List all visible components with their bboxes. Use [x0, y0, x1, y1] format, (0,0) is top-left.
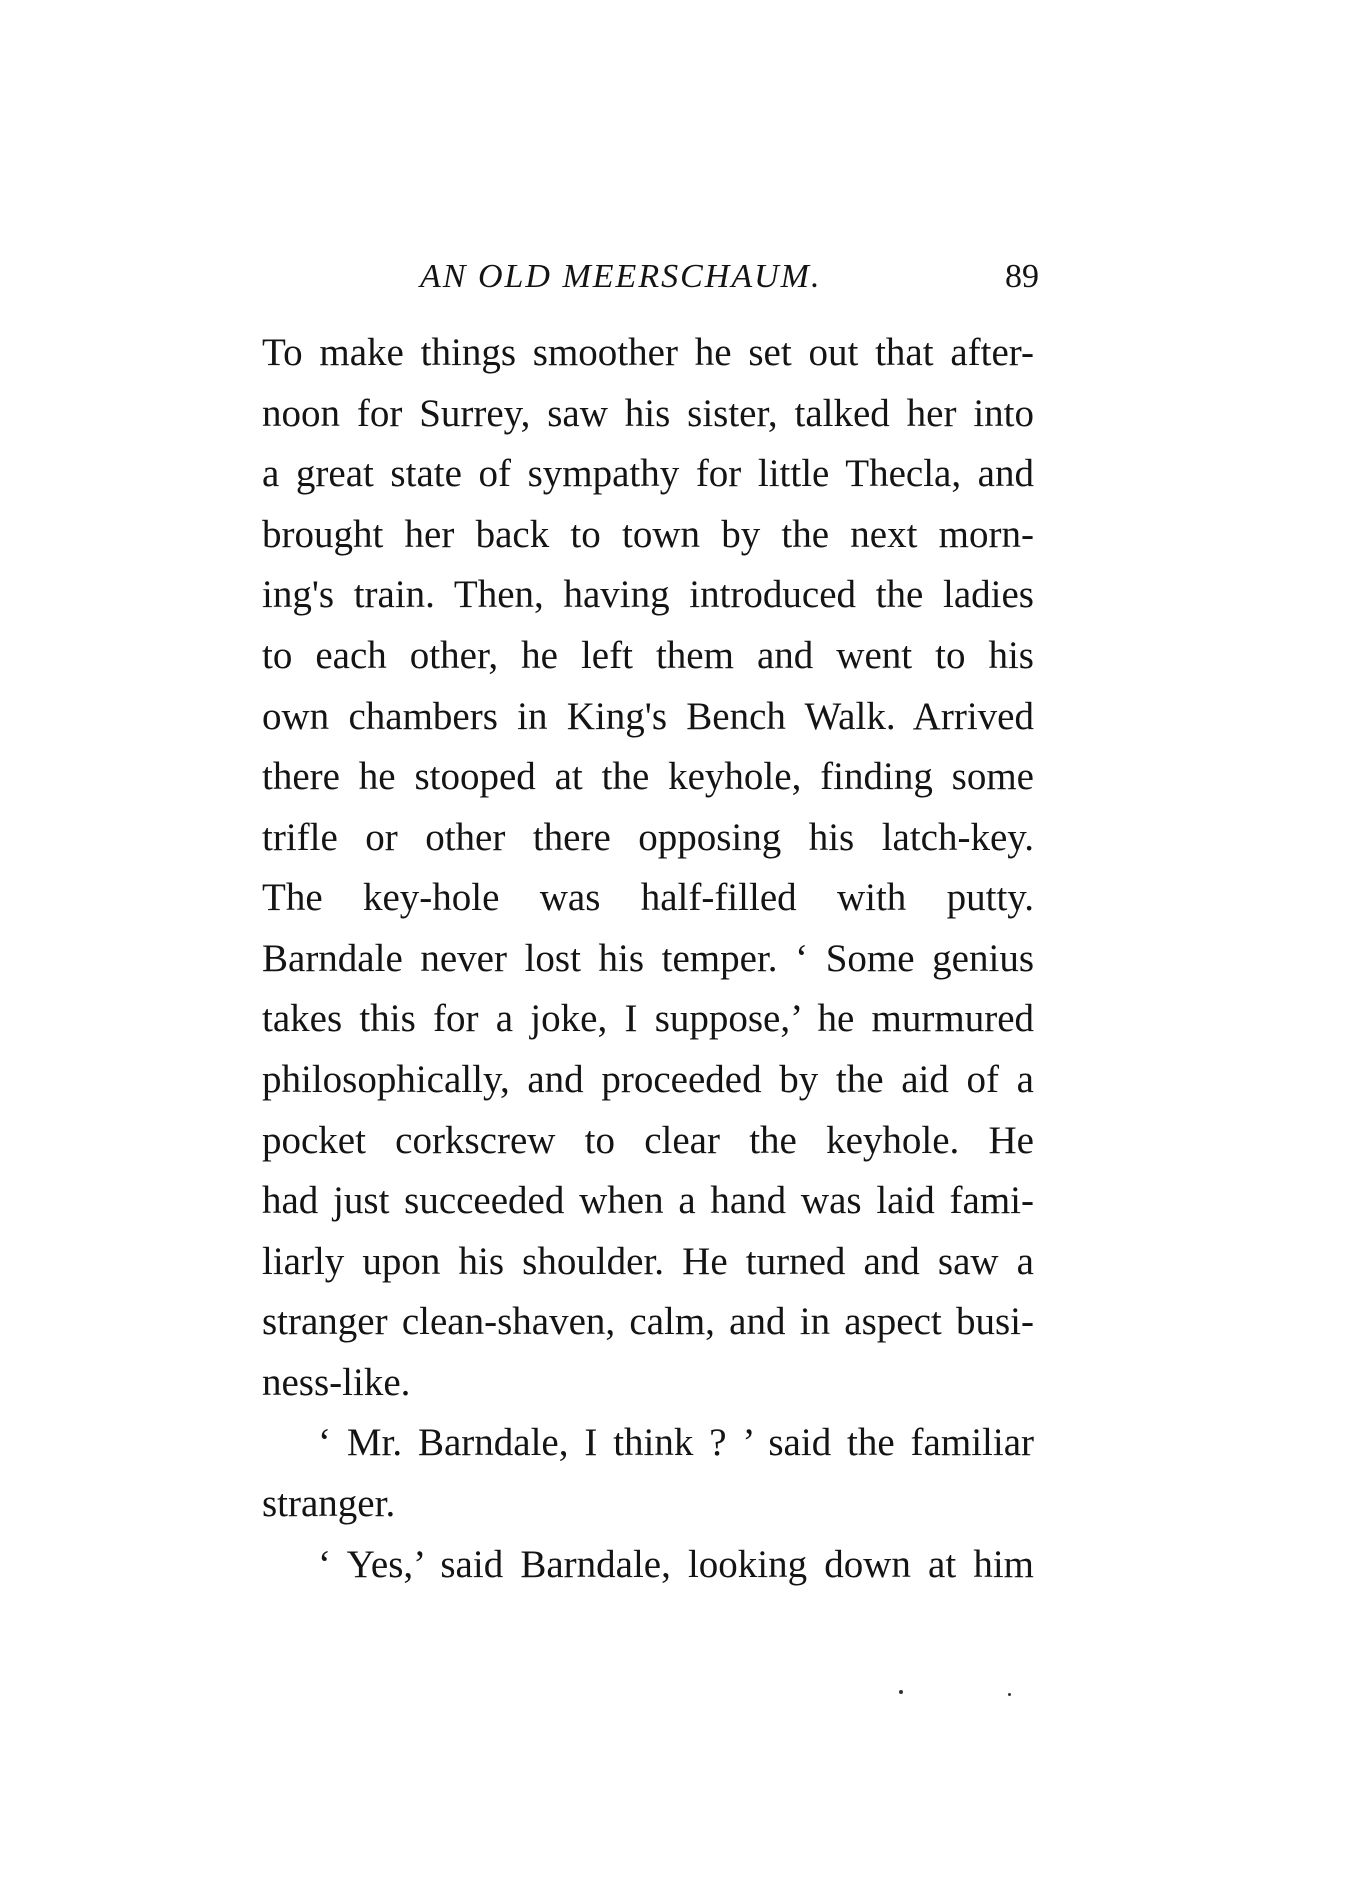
- speck-mark: [899, 1690, 903, 1694]
- text-line: takes this for a joke, I suppose,’ he murmured: [262, 997, 1034, 1040]
- text-line: there he stooped at the keyhole, finding some: [262, 755, 1034, 798]
- text-line: had just succeeded when a hand was laid fami-: [262, 1179, 1034, 1222]
- text-line: pocket corkscrew to clear the keyhole. He: [262, 1119, 1034, 1162]
- text-line: liarly upon his shoulder. He turned and saw a: [262, 1240, 1034, 1283]
- speck-mark: [1008, 1693, 1011, 1696]
- text-line: stranger.: [262, 1482, 396, 1525]
- text-line: ing's train. Then, having introduced the ladies: [262, 573, 1034, 616]
- text-line: To make things smoother he set out that after-: [262, 331, 1034, 374]
- text-line: own chambers in King's Bench Walk. Arrived: [262, 695, 1034, 738]
- text-line: ‘ Mr. Barndale, I think ? ’ said the familiar: [318, 1421, 1034, 1464]
- page-number: 89: [1005, 258, 1039, 295]
- text-line: a great state of sympathy for little Thecla, and: [262, 452, 1034, 495]
- running-header-title: AN OLD MEERSCHAUM.: [420, 258, 822, 295]
- text-line: trifle or other there opposing his latch-key.: [262, 816, 1034, 859]
- text-line: to each other, he left them and went to his: [262, 634, 1034, 677]
- text-line: The key-hole was half-filled with putty.: [262, 876, 1034, 919]
- text-line: noon for Surrey, saw his sister, talked her into: [262, 392, 1034, 435]
- text-line: philosophically, and proceeded by the aid of a: [262, 1058, 1034, 1101]
- text-line: Barndale never lost his temper. ‘ Some genius: [262, 937, 1034, 980]
- text-line: ‘ Yes,’ said Barndale, looking down at him: [318, 1543, 1034, 1586]
- text-line: ness-like.: [262, 1361, 411, 1404]
- text-line: stranger clean-shaven, calm, and in aspect busi-: [262, 1300, 1034, 1343]
- text-line: brought her back to town by the next morn-: [262, 513, 1034, 556]
